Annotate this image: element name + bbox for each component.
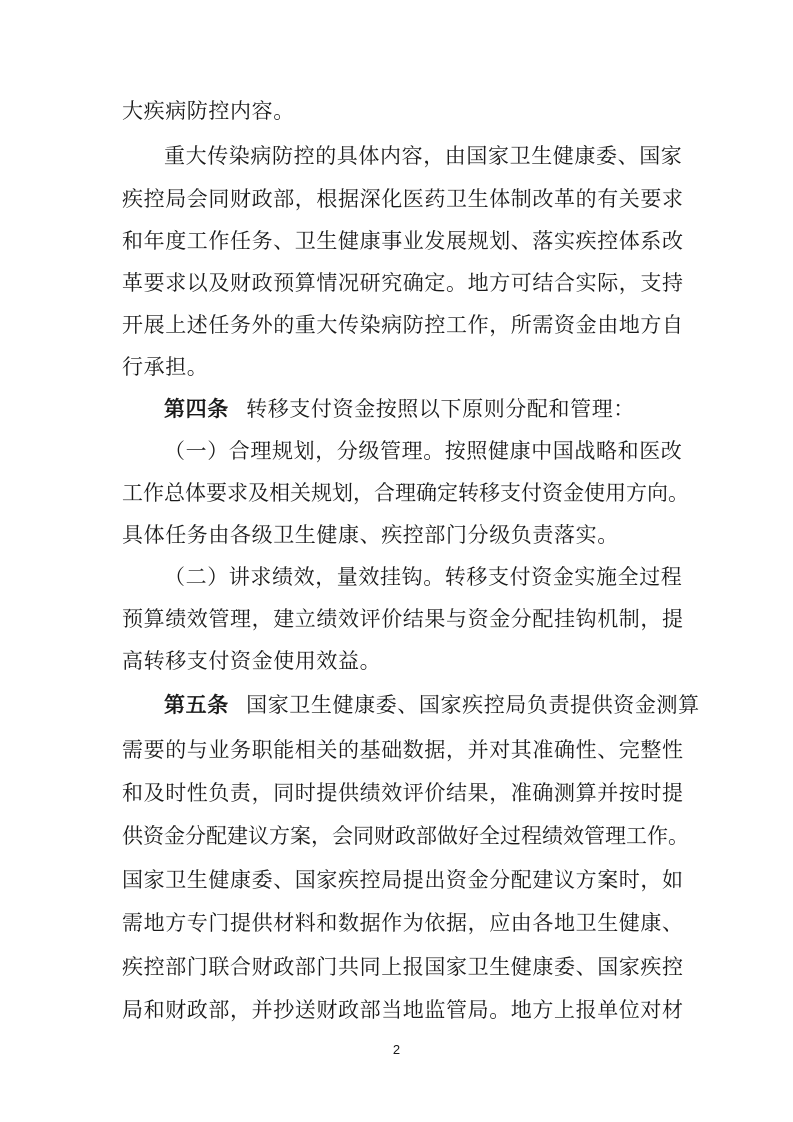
article-4-heading: 第四条 — [164, 397, 229, 421]
text-line: 重大传染病防控的具体内容，由国家卫生健康委、国家 — [164, 144, 683, 168]
article-4-text: 转移支付资金按照以下原则分配和管理： — [246, 397, 635, 421]
text-line: 开展上述任务外的重大传染病防控工作，所需资金由地方自 — [122, 313, 684, 337]
text-line: （一）合理规划，分级管理。按照健康中国战略和医改 — [164, 439, 683, 463]
article-5-heading: 第五条 — [164, 693, 229, 717]
text-line: 行承担。 — [122, 355, 209, 379]
text-line: 预算绩效管理，建立绩效评价结果与资金分配挂钩机制，提 — [122, 607, 684, 631]
text-line: 局和财政部，并抄送财政部当地监管局。地方上报单位对材 — [122, 998, 684, 1022]
text-line: 疾控部门联合财政部门共同上报国家卫生健康委、国家疾控 — [122, 955, 684, 979]
text-line: 和及时性负责，同时提供绩效评价结果，准确测算并按时提 — [122, 781, 684, 805]
text-line: （二）讲求绩效，量效挂钩。转移支付资金实施全过程 — [164, 565, 683, 589]
text-line: 具体任务由各级卫生健康、疾控部门分级负责落实。 — [122, 523, 619, 547]
text-line: 大疾病防控内容。 — [122, 99, 295, 123]
text-line: 供资金分配建议方案，会同财政部做好全过程绩效管理工作。 — [122, 824, 689, 848]
text-line: 革要求以及财政预算情况研究确定。地方可结合实际，支持 — [122, 271, 684, 295]
text-line: 和年度工作任务、卫生健康事业发展规划、落实疾控体系改 — [122, 229, 684, 253]
article-4-line — [164, 397, 684, 421]
text-line: 国家卫生健康委、国家疾控局提出资金分配建议方案时，如 — [122, 868, 684, 892]
page-number: 2 — [392, 1042, 401, 1057]
article-5-text: 国家卫生健康委、国家疾控局负责提供资金测算 — [246, 693, 700, 717]
article-5-line — [164, 693, 700, 717]
text-line: 高转移支付资金使用效益。 — [122, 649, 382, 673]
text-line: 疾控局会同财政部，根据深化医药卫生体制改革的有关要求 — [122, 187, 684, 211]
text-line: 工作总体要求及相关规划，合理确定转移支付资金使用方向。 — [122, 481, 689, 505]
text-line: 需要的与业务职能相关的基础数据，并对其准确性、完整性 — [122, 738, 684, 762]
text-line: 需地方专门提供材料和数据作为依据，应由各地卫生健康、 — [122, 911, 684, 935]
